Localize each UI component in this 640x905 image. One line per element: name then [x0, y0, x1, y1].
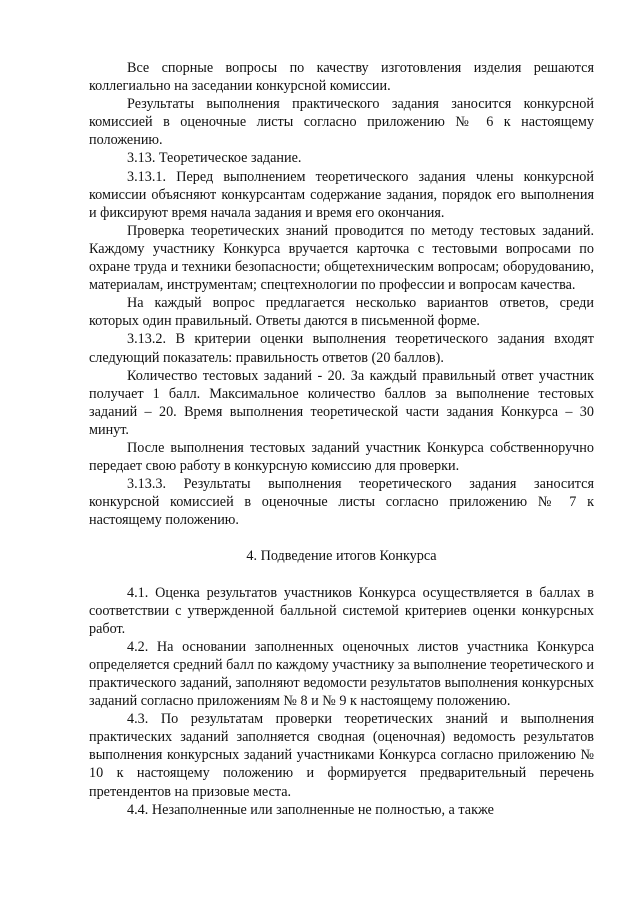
- document-body: [89, 59, 594, 819]
- paragraph-test-method: Проверка теоретических знаний проводится по методу тестовых заданий. Каждому участнику Конкурса вручается карточка с тестовыми вопросами по охране труда и техники безопасности; общетехническим вопросам; оборудованию, материалам, инструментам; спецтехнологии по профессии и вопросам качества.: [89, 222, 594, 294]
- paragraph-test-count: Количество тестовых заданий - 20. За каждый правильный ответ участник получает 1 балл. Максимальное количество баллов за выполнение тестовых заданий – 20. Время выполнения теоретической части задания Конкурса – 30 минут.: [89, 367, 594, 438]
- paragraph-4-4: 4.4. Незаполненные или заполненные не полностью, а также: [127, 801, 494, 818]
- paragraph-4-2: 4.2. На основании заполненных оценочных листов участника Конкурса определяется средний балл по каждому участнику за выполнение теоретического и практического заданий, заполняют ведомости результатов выполнения конкурсных заданий согласно приложениям № 8 и № 9 к настоящему положению.: [89, 638, 594, 710]
- paragraph-3-13-2: 3.13.2. В критерии оценки выполнения теоретического задания входят следующий показатель: правильность ответов (20 баллов).: [89, 331, 594, 366]
- paragraph-3-13-1: 3.13.1. Перед выполнением теоретического задания члены конкурсной комиссии объясняют конкурсантам содержание задания, порядок его выполнения и фиксируют время начала задания и время его окончания.: [89, 168, 594, 221]
- heading-3-13: 3.13. Теоретическое задание.: [127, 150, 302, 167]
- paragraph-submit-work: После выполнения тестовых заданий участник Конкурса собственноручно передает свою работу в конкурсную комиссию для проверки.: [89, 439, 594, 475]
- paragraph-4-3: 4.3. По результатам проверки теоретических знаний и выполнения практических заданий заполняется сводная (оценочная) ведомость результатов выполнения конкурсных заданий участниками Конкурса согласно приложению № 10 к настоящему положению и формируется предварительный перечень претендентов на призовые места.: [89, 711, 594, 800]
- paragraph-3-13-3: 3.13.3. Результаты выполнения теоретического задания заносится конкурсной комиссией в оценочные листы согласно приложению № 7 к настоящему положению.: [89, 476, 594, 529]
- paragraph-4-1: 4.1. Оценка результатов участников Конкурса осуществляется в баллах в соответствии с утвержденной балльной системой критериев оценки конкурсных работ.: [89, 584, 594, 637]
- section-title: 4. Подведение итогов Конкурса: [246, 548, 437, 565]
- paragraph-practical-results: Результаты выполнения практического задания заносится конкурсной комиссией в оценочные листы согласно приложению № 6 к настоящему положению.: [89, 96, 594, 149]
- paragraph-answer-variants: На каждый вопрос предлагается несколько вариантов ответов, среди которых один правильный. Ответы даются в письменной форме.: [89, 295, 594, 330]
- paragraph-disputes: Все спорные вопросы по качеству изготовления изделия решаются коллегиально на заседании конкурсной комиссии.: [89, 60, 594, 95]
